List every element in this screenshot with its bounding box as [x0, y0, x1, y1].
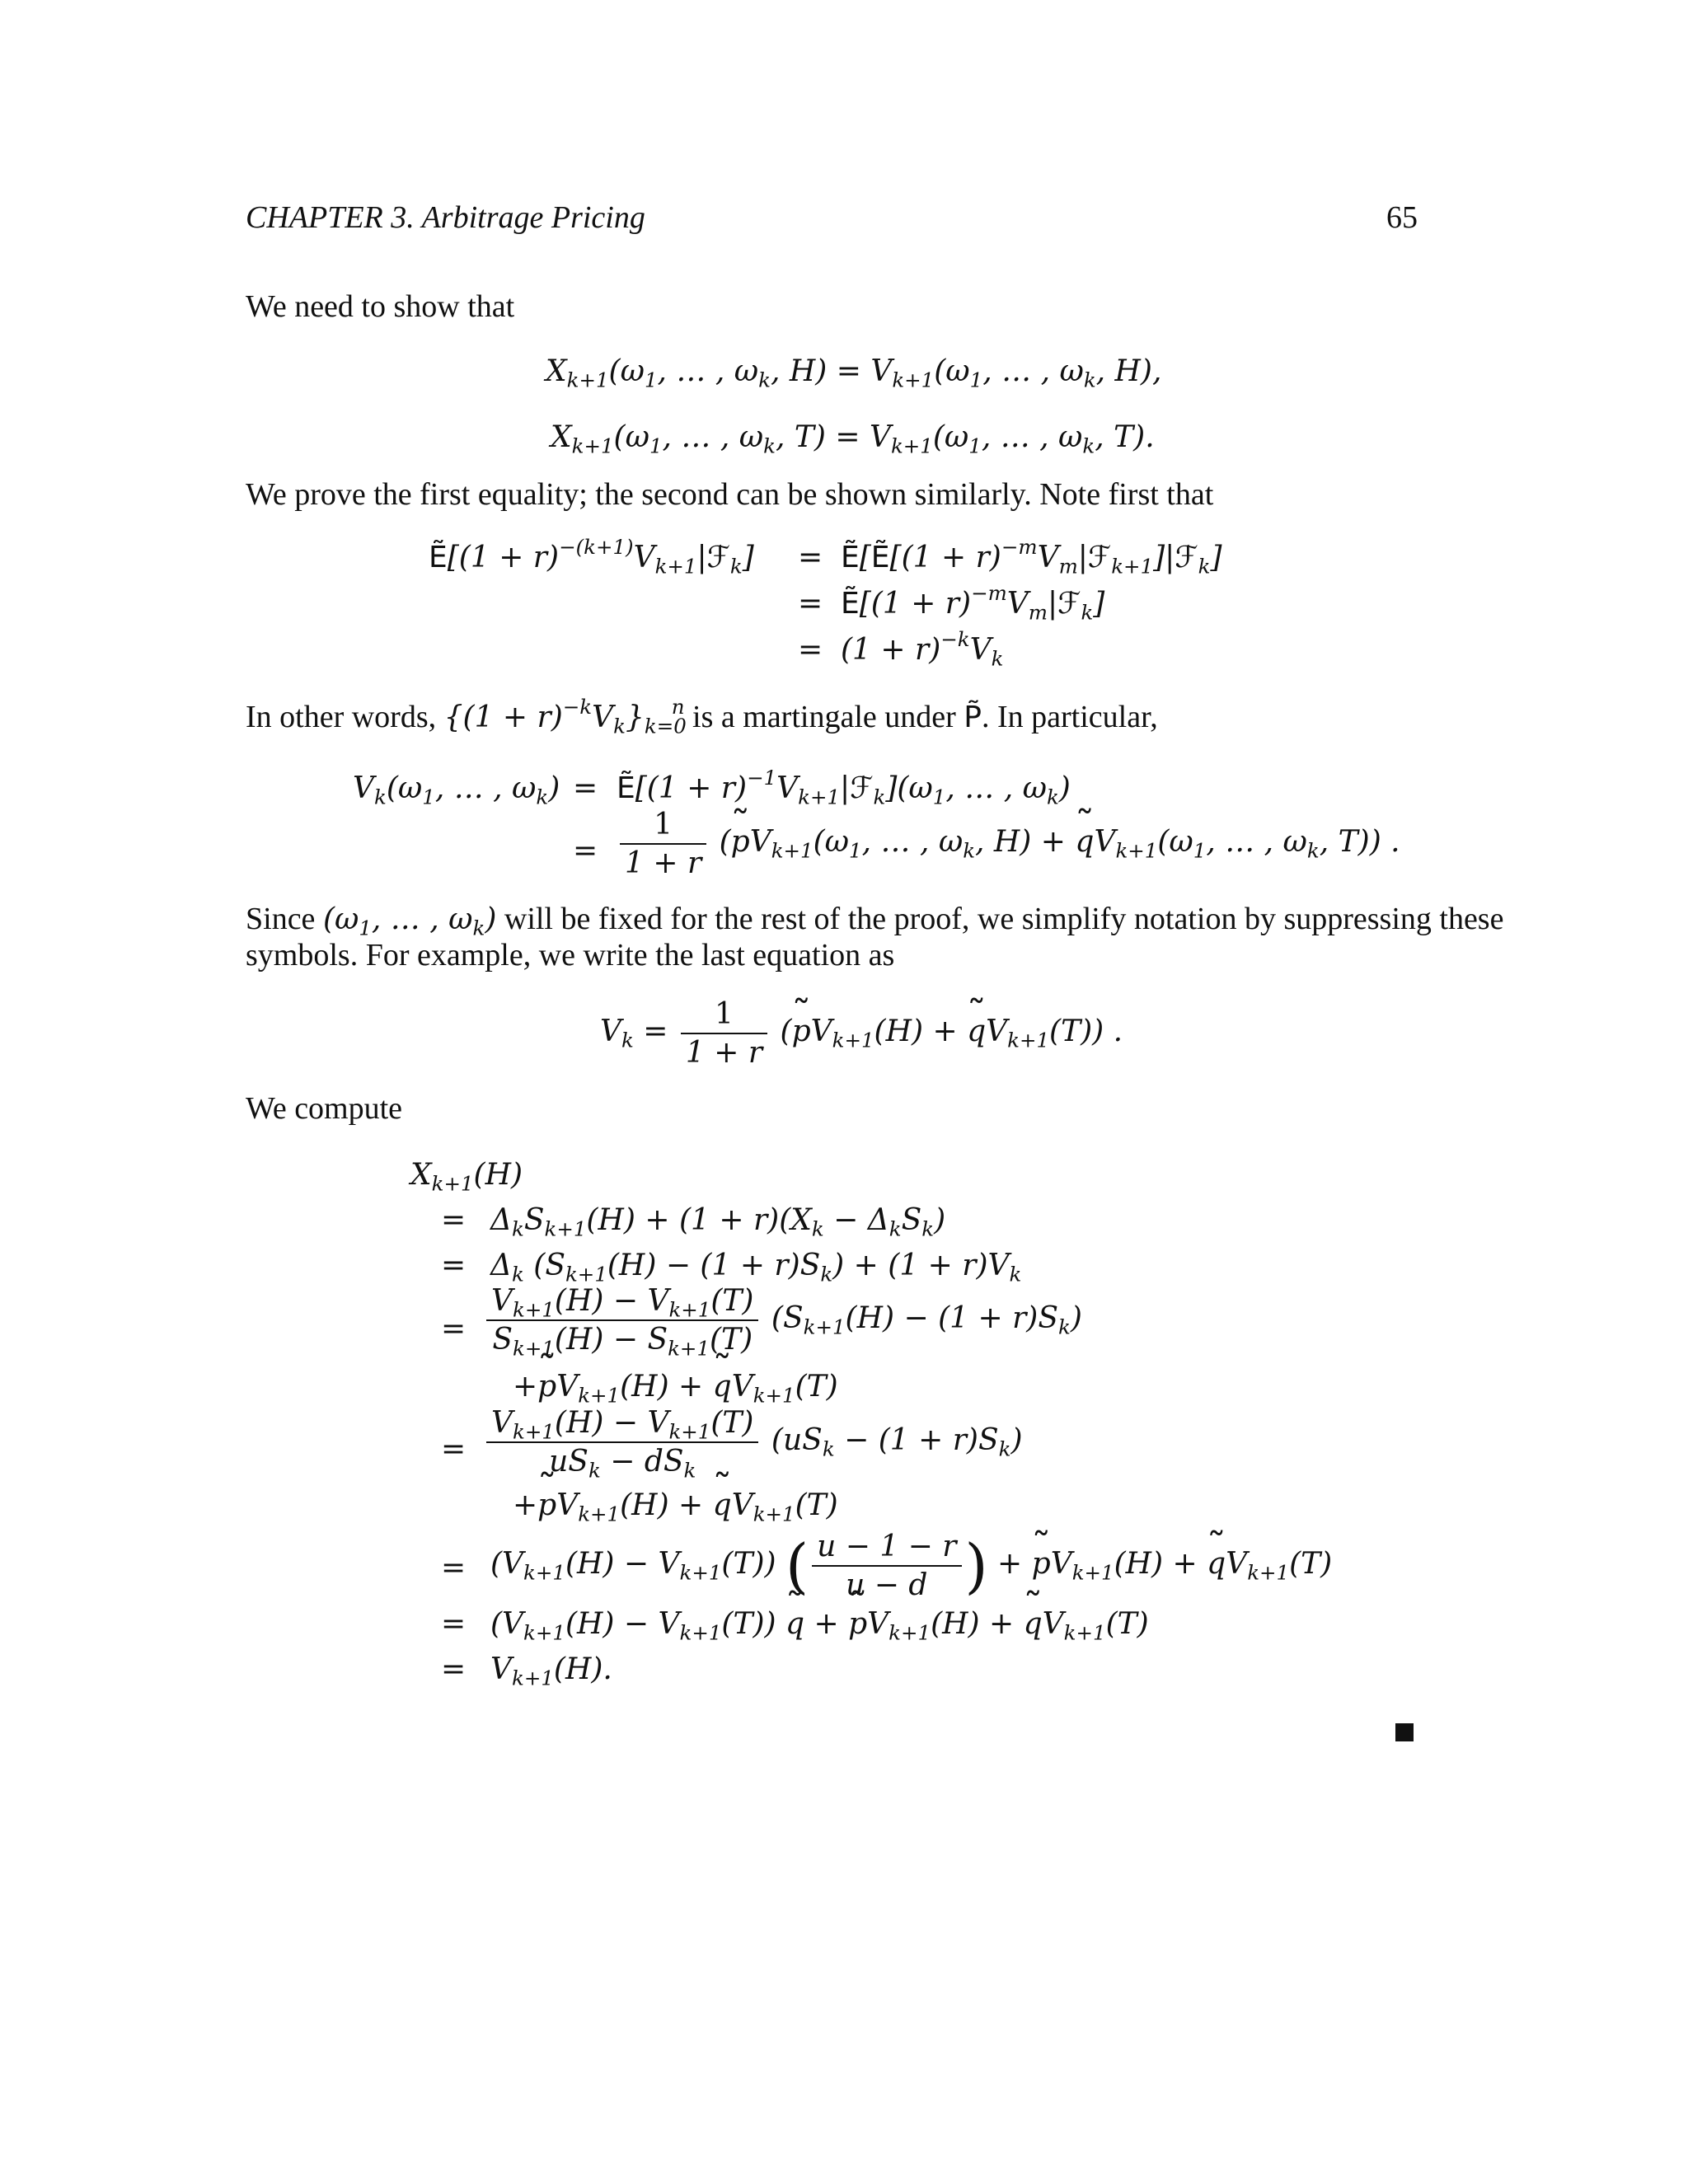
paragraph-since: Since ($\omega_1$, … , $\omega_k$) will be fixed for the rest of the proof, we simplify notation by suppressing these: [246, 902, 1504, 940]
equation-vk-step1: Ẽ[(1 + $r)^{-1}V_{k+1}|ℱ_k](\omega_1$, … , $\omega_k$): [617, 766, 1071, 809]
equation-xk-h: $X_{k+1}(\omega_1$, … , $\omega_k$, $H) = V_{k+1}(\omega_1$, … , $\omega_k$, H),: [546, 354, 1162, 392]
paragraph-prove: We prove the first equality; the second can be shown similarly. Note first that: [246, 477, 1214, 512]
derivation-step6: $(V_{k+1}(H) - V_{k+1}(T))$ ˜ q + ˜ $pV_{k+1}(H)$ + ˜ $qV_{k+1}(T)$: [490, 1607, 1149, 1641]
paragraph-compute: We compute: [246, 1091, 403, 1126]
page-number: 65: [1386, 200, 1418, 235]
paragraph-martingale: In other words, $\{(1 + r)^{-k}V_k\}_{k=0}^n$ is a martingale under P̃. In particular,: [246, 695, 1158, 738]
equation-vk-step2: $\frac{1}{1 + r}$ (˜ $pV_{k+1}(\omega_1$, … , $\omega_k$, H) + ˜ $qV_{k+1}(\omega_1$, … , $\omega_k$, T)) .: [617, 808, 1400, 880]
qed-symbol: [1395, 1723, 1414, 1741]
equation-martingale-step3: $(1 + r)^{-k}V_k$: [841, 627, 1004, 671]
equals-sign: =: [573, 771, 598, 805]
equals-sign: =: [798, 633, 823, 667]
running-header-title: CHAPTER 3. Arbitrage Pricing: [246, 200, 645, 235]
derivation-lhs: $X_{k+1}(H)$: [410, 1158, 523, 1196]
equals-sign: =: [441, 1652, 467, 1686]
paragraph-since-cont: symbols. For example, we write the last equation as: [246, 938, 895, 972]
equals-sign: =: [798, 587, 823, 621]
paragraph-intro: We need to show that: [246, 289, 515, 324]
equals-sign: =: [441, 1607, 467, 1641]
derivation-step2: $\Delta_k$ $(S_{k+1}(H) - (1 + r)S_k) + (1 + r)V_k$: [490, 1249, 1022, 1286]
equals-sign: =: [798, 541, 823, 574]
derivation-result: $V_{k+1}(H)$.: [490, 1652, 612, 1690]
equation-vk-lhs: $V_k(\omega_1$, … , $\omega_k$): [353, 771, 560, 809]
equals-sign: =: [441, 1203, 467, 1237]
equation-martingale-lhs: Ẽ[(1 + $r)^{-(k+1)}V_{k+1}|ℱ_k$]: [429, 535, 754, 579]
derivation-step5: $(V_{k+1}(H) - V_{k+1}(T))$ ( $\frac{u - 1 - r}{u - d}$ ) + ˜ $pV_{k+1}(H)$ + ˜ $qV_{k+1}(T)$: [490, 1530, 1332, 1602]
derivation-step4-cont: +˜ $pV_{k+1}(H)$ + ˜ $qV_{k+1}(T)$: [513, 1488, 838, 1522]
derivation-step3-cont: +˜ $pV_{k+1}(H)$ + ˜ $qV_{k+1}(T)$: [513, 1370, 838, 1404]
derivation-step4: $\frac{V_{k+1}(H) - V_{k+1}(T)}{uS_k - dS_k}$ $(uS_k - (1 + r)S_k)$: [483, 1406, 1022, 1479]
equation-martingale-step2: Ẽ[(1 + $r)^{-m}V_m|ℱ_k$]: [841, 581, 1105, 625]
equals-sign: =: [441, 1432, 467, 1466]
equals-sign: =: [441, 1249, 467, 1282]
equation-xk-t: $X_{k+1}(\omega_1$, … , $\omega_k$, $T) = V_{k+1}(\omega_1$, … , $\omega_k$, T).: [551, 420, 1155, 458]
equals-sign: =: [441, 1312, 467, 1346]
equals-sign: =: [573, 834, 598, 868]
equals-sign: =: [441, 1551, 467, 1585]
derivation-step1: $\Delta_kS_{k+1}(H) + (1 + r)(X_k - \Delta_kS_k)$: [490, 1203, 946, 1241]
derivation-step3: $\frac{V_{k+1}(H) - V_{k+1}(T)}{S_{k+1}(H) - S_{k+1}(T)}$ $(S_{k+1}(H) - (1 + r)S_k)$: [483, 1284, 1082, 1357]
equation-vk-simplified: $V_k$ = $\frac{1}{1 + r}$ (˜ $pV_{k+1}(H)$ + ˜ $qV_{k+1}(T)$) .: [600, 997, 1123, 1070]
equation-martingale-step1: Ẽ[Ẽ[(1 + $r)^{-m}V_m|ℱ_{k+1}]|ℱ_k$]: [841, 535, 1222, 579]
